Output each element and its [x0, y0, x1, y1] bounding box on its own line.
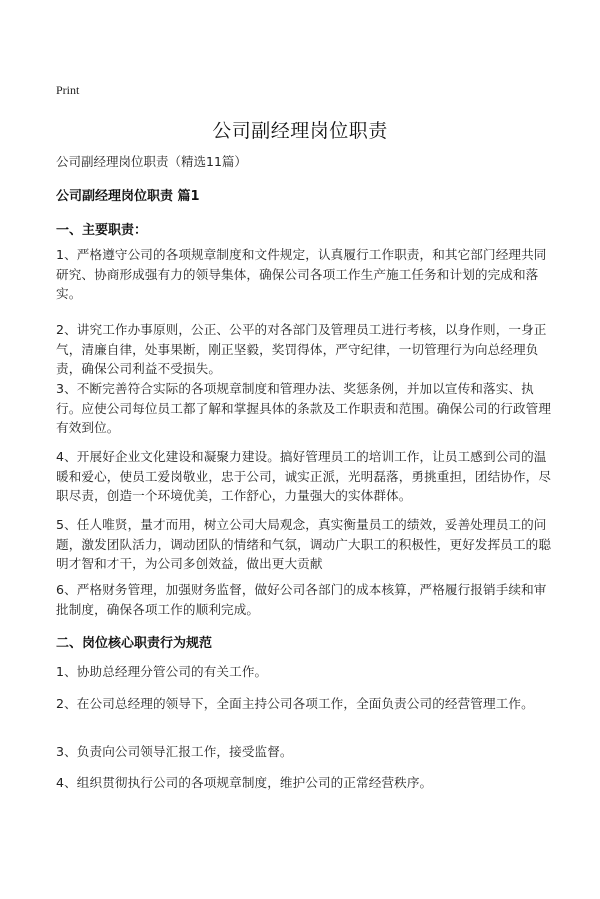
duty-paragraph-1: 1、严格遵守公司的各项规章制度和文件规定，认真履行工作职责，和其它部门经理共同研究、协商形成强有力的领导集体，确保公司各项工作生产施工任务和计划的完成和落实。 [56, 247, 547, 301]
core-duty-paragraph-3: 3、负责向公司领导汇报工作，接受监督。 [56, 744, 293, 759]
duty-paragraph-2: 2、讲究工作办事原则，公正、公平的对各部门及管理员工进行考核，以身作则，一身正气，清廉自律，处事果断，刚正坚毅，奖罚得体，严守纪律，一切管理行为向总经理负责，确保公司利益不受损失。 [56, 322, 547, 376]
duty-paragraph-4: 4、开展好企业文化建设和凝聚力建设。搞好管理员工的培训工作，让员工感到公司的温暖和爱心，使员工爱岗敬业，忠于公司，诚实正派，光明磊落，勇挑重担，团结协作，尽职尽责，创造一个环境优美，工作舒心，力量强大的实体群体。 [56, 449, 552, 503]
section-title: 公司副经理岗位职责 篇1 [56, 189, 200, 204]
heading-main-duties: 一、主要职责： [56, 223, 148, 238]
duty-paragraph-6: 6、严格财务管理，加强财务监督，做好公司各部门的成本核算，严格履行报销手续和审批制度，确保各项工作的顺利完成。 [56, 582, 547, 617]
page-title: 公司副经理岗位职责 [212, 120, 388, 142]
heading-core-duties: 二、岗位核心职责行为规范 [56, 636, 213, 651]
core-duty-paragraph-4: 4、组织贯彻执行公司的各项规章制度，维护公司的正常经营秩序。 [56, 775, 433, 790]
duty-paragraph-5: 5、任人唯贤，量才而用，树立公司大局观念，真实衡量员工的绩效，妥善处理员工的问题，激发团队活力，调动团队的情绪和气氛，调动广大职工的积极性，更好发挥员工的聪明才智和才干，为公司多创效益，做出更大贡献 [56, 517, 552, 571]
print-link[interactable]: Print [56, 83, 80, 97]
duty-paragraph-3: 3、不断完善符合实际的各项规章制度和管理办法、奖惩条例，并加以宣传和落实、执行。应使公司每位员工都了解和掌握具体的条款及工作职责和范围。确保公司的行政管理有效到位。 [56, 381, 552, 435]
core-duty-paragraph-2: 2、在公司总经理的领导下，全面主持公司各项工作，全面负责公司的经营管理工作。 [56, 696, 534, 711]
document-subtitle: 公司副经理岗位职责（精选11篇） [56, 154, 247, 169]
core-duty-paragraph-1: 1、协助总经理分管公司的有关工作。 [56, 664, 268, 679]
